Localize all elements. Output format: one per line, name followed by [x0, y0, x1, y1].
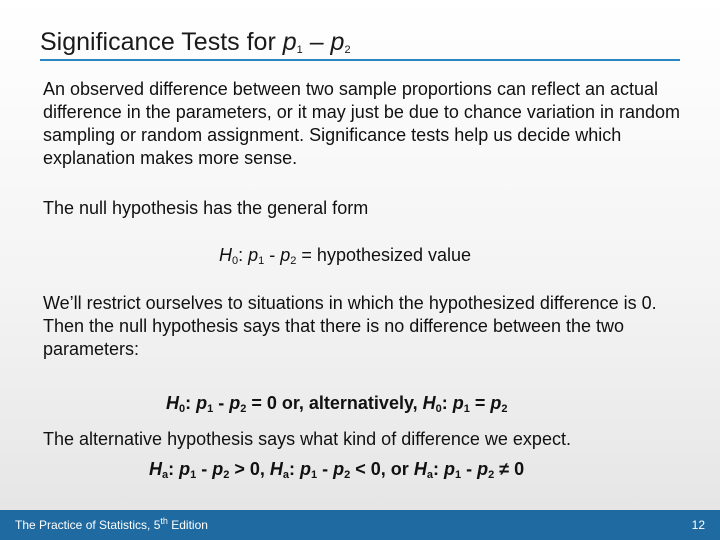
f3-h1-sub: a [162, 469, 169, 481]
f3-lt: < 0, or [350, 459, 414, 479]
page-number: 12 [691, 518, 705, 532]
f1-h: H [219, 245, 232, 265]
title-p2-sub: 2 [344, 44, 351, 56]
f2-p1-sub: 1 [207, 403, 214, 415]
null-hypothesis-general-formula [219, 245, 471, 266]
f3-p2c: p [477, 459, 489, 479]
title-p2: p [330, 28, 345, 56]
f3-h2-sub: a [282, 469, 290, 481]
f1-p1-sub: 1 [258, 255, 265, 267]
f3-minus2: - [317, 459, 334, 479]
f2-p1: p [196, 393, 208, 413]
f2-p1-alt: p [452, 393, 464, 413]
f3-minus3: - [461, 459, 478, 479]
f2-colon-alt: : [441, 393, 453, 413]
f3-p1b-sub: 1 [311, 469, 318, 481]
title-underline [40, 59, 680, 61]
f3-p1c: p [443, 459, 455, 479]
f2-h-alt: H [422, 393, 436, 413]
title-p1-sub: 1 [296, 44, 303, 56]
f2-p2-sub: 2 [240, 403, 247, 415]
f3-h3: H [413, 459, 427, 479]
slide-title [40, 26, 680, 58]
f3-p2c-sub: 2 [488, 469, 495, 481]
f1-rest: = hypothesized value [296, 245, 472, 265]
f3-colon2: : [289, 459, 301, 479]
f1-p2: p [280, 245, 291, 265]
f2-p2-alt: p [490, 393, 502, 413]
alternative-hypothesis-intro: The alternative hypothesis says what kind of difference we expect. [43, 429, 571, 449]
title-dash: – [302, 28, 331, 56]
f2-h: H [166, 393, 179, 413]
restrict-paragraph: We’ll restrict ourselves to situations in which the hypothesized difference is 0. Then the null hypothesis says that there is no difference between the two parameters: [43, 293, 657, 359]
f1-minus: - [264, 245, 281, 265]
f2-h-alt-sub: 0 [435, 403, 442, 415]
f2-colon: : [185, 393, 197, 413]
intro-paragraph: An observed difference between two sample proportions can reflect an actual difference in the parameters, or it may just be due to chance variation in random sampling or random assignment. Significance tests help us decide which explanation makes more sense. [43, 79, 681, 168]
footer-book-title [15, 518, 208, 532]
f3-p1c-sub: 1 [454, 469, 462, 481]
f3-p2a-sub: 2 [223, 469, 230, 481]
f3-p2b: p [333, 459, 345, 479]
footer-book-text: The Practice of Statistics, 5 [15, 518, 161, 532]
footer-bar [0, 510, 720, 540]
null-hypothesis-zero-formula [166, 393, 508, 414]
alternative-hypothesis-formulas [149, 459, 524, 480]
f2-p2: p [229, 393, 241, 413]
f3-gt: > 0, [229, 459, 270, 479]
f3-h3-sub: a [426, 469, 433, 481]
f2-p2-alt-sub: 2 [501, 403, 508, 415]
null-hypothesis-intro: The null hypothesis has the general form [43, 198, 369, 218]
f2-h-sub: 0 [179, 403, 186, 415]
f3-p2b-sub: 2 [344, 469, 351, 481]
f1-h-sub: 0 [232, 255, 239, 267]
f3-p2a: p [212, 459, 224, 479]
footer-book-end: Edition [167, 518, 208, 532]
title-text: Significance Tests for [40, 28, 283, 56]
f2-minus: - [213, 393, 230, 413]
f2-eq: = [469, 393, 491, 413]
f2-p1-alt-sub: 1 [463, 403, 470, 415]
f3-colon3: : [432, 459, 444, 479]
f3-colon1: : [168, 459, 180, 479]
f1-p1: p [248, 245, 259, 265]
f3-p1b: p [300, 459, 312, 479]
f3-h2: H [269, 459, 283, 479]
f3-h1: H [149, 459, 162, 479]
f3-minus1: - [196, 459, 213, 479]
f1-p2-sub: 2 [290, 255, 297, 267]
f3-ne: ≠ 0 [494, 459, 525, 479]
f1-colon: : [238, 245, 249, 265]
title-p1: p [282, 28, 297, 56]
f2-eq0: = 0 or, alternatively, [246, 393, 423, 413]
f3-p1a: p [179, 459, 191, 479]
f3-p1a-sub: 1 [190, 469, 197, 481]
footer-book-sup: th [160, 516, 168, 526]
